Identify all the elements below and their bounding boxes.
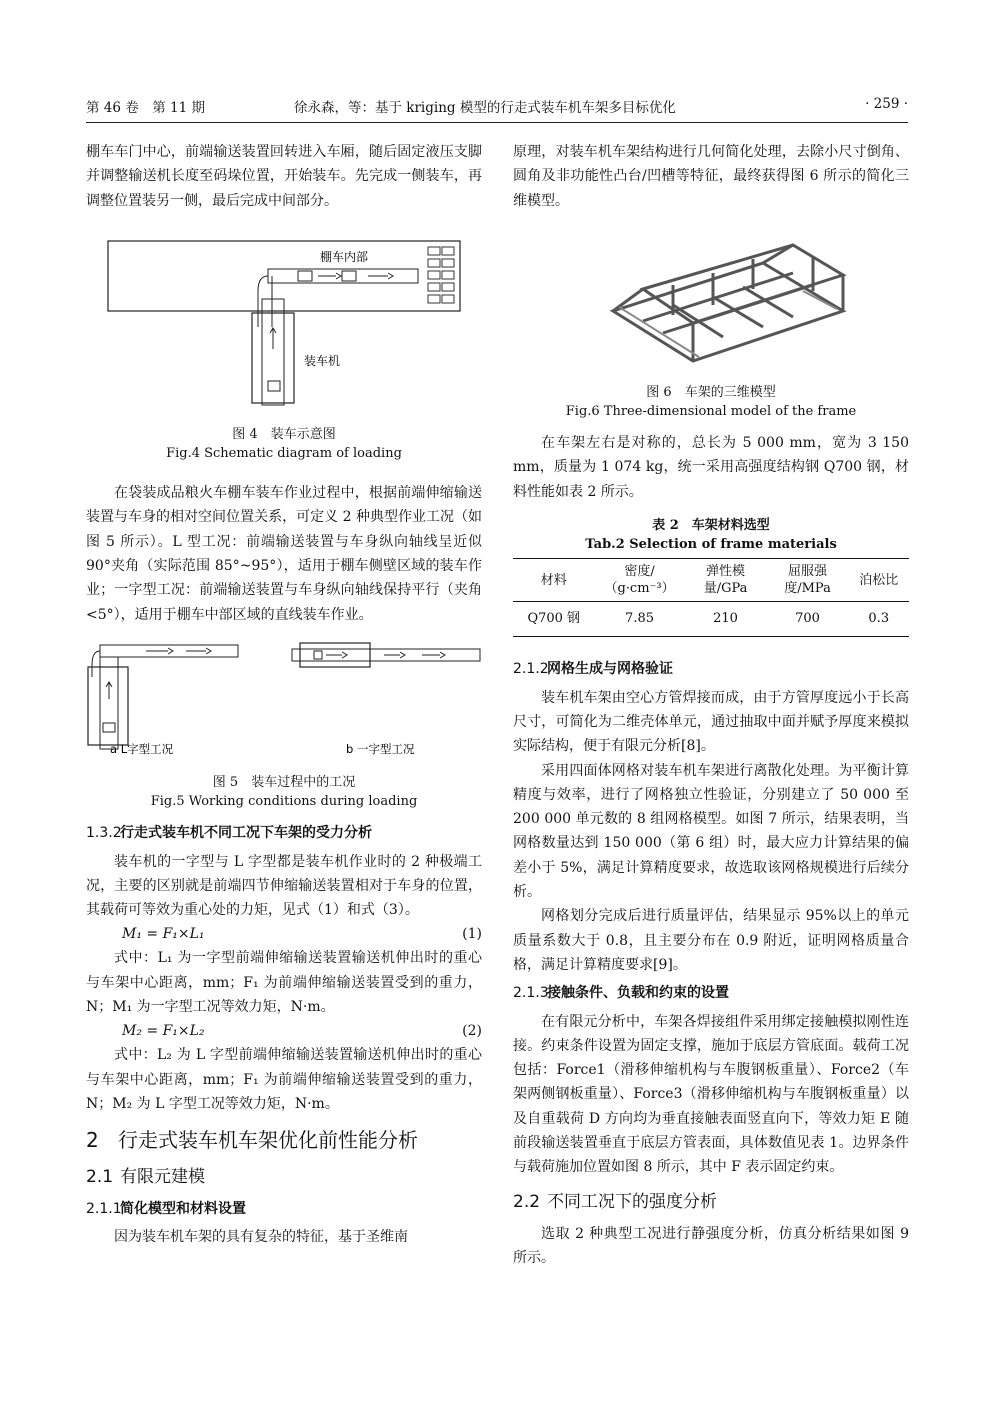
figure-6-caption-en: Fig.6 Three-dimensional model of the frame	[565, 404, 857, 420]
equation-number: (2)	[462, 1023, 482, 1040]
figure-5-caption-cn: 图 5 装车过程中的工况	[212, 775, 356, 791]
table-row	[513, 602, 909, 637]
paragraph: 装车机的一字型与 L 字型都是装车机作业时的 2 种极端工况，主要的区别就是前端四节伸缩输送装置相对于车身的位置，其载荷可等效为重心处的力矩，见式（1）和式（3）。	[86, 853, 482, 919]
table-cell: Q700 钢	[513, 602, 595, 637]
figure-6	[513, 233, 909, 421]
paragraph: 在车架左右是对称的，总长为 5 000 mm，宽为 3 150 mm，质量为 1 074 kg，统一采用高强度结构钢 Q700 钢，材料性能如表 2 所示。	[513, 435, 909, 500]
right-column	[513, 140, 909, 1271]
section-heading-2-1-2: 2.1.2网格生成与网格验证	[513, 661, 673, 678]
equation-number: (1)	[462, 926, 482, 943]
paragraph: 式中：L₂ 为 L 字型前端伸缩输送装置输送机伸出时的重心与车架中心距离，mm；F₁ 为前端伸缩输送装置受到的重力，N；M₂ 为 L 字型工况等效力矩，N·m。	[86, 1047, 482, 1112]
paragraph: 因为装车机车架的具有复杂的特征，基于圣维南	[114, 1229, 408, 1246]
figure-5	[86, 637, 482, 811]
fig4-label-inside: 棚车内部	[320, 249, 369, 264]
article-title-header: 徐永森，等：基于 kriging 模型的行走式装车机车架多目标优化	[294, 100, 676, 116]
materials-table	[513, 558, 909, 637]
loading-schematic-diagram	[86, 231, 482, 411]
section-heading-2-1-1: 2.1.1简化模型和材料设置	[86, 1200, 246, 1217]
table-cell: 7.85	[595, 602, 685, 637]
section-heading-2-1-3: 2.1.3接触条件、负载和约束的设置	[513, 985, 729, 1002]
paragraph: 网格划分完成后进行质量评估，结果显示 95%以上的单元质量系数大于 0.8，且主要分布在 0.9 附近，证明网格质量合格，满足计算精度要求[9]。	[513, 908, 909, 973]
table-2-caption-cn: 表 2 车架材料选型	[652, 518, 770, 534]
figure-5-caption-en: Fig.5 Working conditions during loading	[150, 794, 418, 810]
fig5-label-b: b 一字型工况	[346, 741, 415, 756]
section-heading-2-1: 2.1 有限元建模	[86, 1166, 205, 1187]
table-2-caption-en: Tab.2 Selection of frame materials	[585, 537, 837, 553]
table-header: 泊松比	[849, 559, 909, 602]
paragraph: 采用四面体网格对装车机车架进行离散化处理。为平衡计算精度与效率，进行了网格独立性验证，分别建立了 50 000 至 200 000 单元数的 8 组网格模型。如图 7 所示，结果表明，当网格数量达到 150 000（第 6 组）时，最大应力计算结果的偏差小于 5%，满足计算精度要求，故选取该网格规模进行后续分析。	[513, 762, 909, 901]
volume-issue: 第 46 卷 第 11 期	[86, 100, 206, 116]
section-heading-2: 2 行走式装车机车架优化前性能分析	[86, 1128, 418, 1153]
page-number: · 259 ·	[865, 96, 908, 112]
left-column	[86, 140, 482, 1249]
section-heading-1-3-2: 1.3.2行走式装车机不同工况下车架的受力分析	[86, 825, 372, 842]
fig4-label-machine: 装车机	[304, 353, 341, 368]
paragraph: 选取 2 种典型工况进行静强度分析，仿真分析结果如图 9 所示。	[513, 1225, 909, 1267]
working-conditions-diagram	[86, 637, 482, 759]
paragraph: 式中：L₁ 为一字型前端伸缩输送装置输送机伸出时的重心与车架中心距离，mm；F₁ 为前端伸缩输送装置受到的重力，N；M₁ 为一字型工况等效力矩，N·m。	[86, 950, 482, 1016]
paragraph: 在有限元分析中，车架各焊接组件采用绑定接触模拟刚性连接。约束条件设置为固定支撑，施加于底层方管底面。载荷工况包括：Force1（滑移伸缩机构与车腹钢板重量）、Force2（车架两侧钢板重量）、Force3（滑移伸缩机构与车腹钢板重量）以及自重载荷 D 方向均为垂直接触表面竖直向下，等效力矩 E 随前段输送装置垂直于底层方管表面，具体数值见表 1。边界条件与载荷施加位置如图 8 所示，其中 F 表示固定约束。	[513, 1013, 909, 1176]
table-2	[513, 516, 909, 637]
paragraph: 装车机车架由空心方管焊接而成，由于方管厚度远小于长高尺寸，可简化为二维壳体单元，通过抽取中面并赋予厚度来模拟实际结构，便于有限元分析[8]。	[513, 689, 909, 755]
paragraph: 棚车车门中心，前端输送装置回转进入车厢，随后固定液压支脚并调整输送机长度至码垛位置，开始装车。先完成一侧装车，再调整位置装另一侧，最后完成中间部分。	[86, 144, 482, 209]
fig5-label-a: a L字型工况	[110, 741, 174, 756]
table-cell: 0.3	[849, 602, 909, 637]
paragraph: 在袋装成品粮火车棚车装车作业过程中，根据前端伸缩输送装置与车身的相对空间位置关系，可定义 2 种典型作业工况（如图 5 所示）。L 型工况：前端输送装置与车身纵向轴线呈近似 90°夹角（实际范围 85°~95°），适用于棚车侧壁区域的装车作业；一字型工况：前端输送装置与车身纵向轴线保持平行（夹角<5°），适用于棚车中部区域的直线装车作业。	[86, 485, 482, 623]
table-header: 密度/（g·cm⁻³）	[595, 559, 685, 602]
figure-6-caption-cn: 图 6 车架的三维模型	[646, 385, 776, 401]
equation-1: M₁ = F₁×L₁ (1)	[86, 922, 482, 946]
table-header: 材料	[513, 559, 595, 602]
frame-3d-model-image	[513, 233, 909, 373]
header-rule	[86, 122, 908, 123]
table-header-row	[513, 559, 909, 602]
paragraph: 原理，对装车机车架结构进行几何简化处理，去除小尺寸倒角、圆角及非功能性凸台/凹槽等特征，最终获得图 6 所示的简化三维模型。	[513, 144, 909, 209]
figure-4-caption-cn: 图 4 装车示意图	[232, 427, 336, 443]
figure-4-caption-en: Fig.4 Schematic diagram of loading	[166, 446, 402, 462]
figure-4	[86, 231, 482, 463]
section-heading-2-2: 2.2 不同工况下的强度分析	[513, 1191, 717, 1212]
equation-2: M₂ = F₁×L₂ (2)	[86, 1019, 482, 1043]
table-header: 屈服强度/MPa	[767, 559, 849, 602]
table-cell: 700	[767, 602, 849, 637]
table-header: 弹性模量/GPa	[685, 559, 767, 602]
table-cell: 210	[685, 602, 767, 637]
